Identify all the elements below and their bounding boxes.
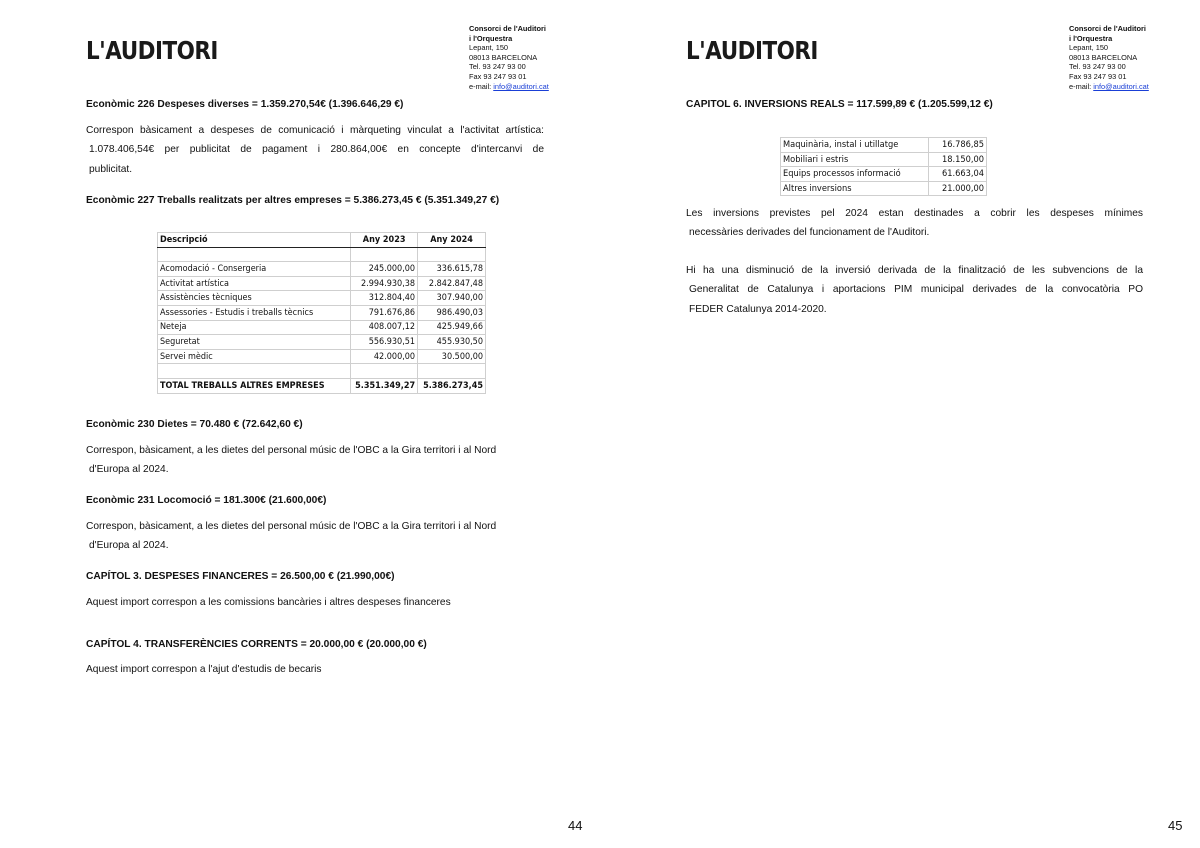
email-line xyxy=(469,82,549,92)
cell-description: Acomodació - Consergeria xyxy=(158,262,351,277)
phone: Tel. 93 247 93 00 xyxy=(1069,62,1126,72)
text-line: FEDER Catalunya 2014-2020. xyxy=(689,303,827,315)
cell-2024: 455.930,50 xyxy=(418,335,486,350)
cell-2024: 336.615,78 xyxy=(418,262,486,277)
org-name-line1: Consorci de l'Auditori xyxy=(1069,24,1146,33)
investments-table xyxy=(780,137,987,196)
email-link[interactable]: info@auditori.cat xyxy=(1093,81,1149,91)
text-line: publicitat. xyxy=(89,163,133,175)
page-45 xyxy=(600,0,1200,848)
cell-description: Altres inversions xyxy=(781,181,929,196)
page-number: 44 xyxy=(568,818,583,833)
fax: Fax 93 247 93 01 xyxy=(1069,71,1127,81)
section-230-heading: Econòmic 230 Dietes = 70.480 € (72.642,60 €) xyxy=(86,419,303,430)
street: Lepant, 150 xyxy=(1069,43,1109,53)
text-line: Correspon bàsicament a despeses de comunicació i màrqueting vinculat a l'activitat artística: xyxy=(86,125,544,136)
table-row xyxy=(158,335,486,350)
address-block xyxy=(1069,24,1149,91)
cell-description: Seguretat xyxy=(158,335,351,350)
cell-amount: 16.786,85 xyxy=(929,138,987,153)
cell-2023: 791.676,86 xyxy=(351,305,418,320)
investments-paragraph-1 xyxy=(686,204,1143,243)
table-row xyxy=(158,291,486,306)
cell-2024: 307.940,00 xyxy=(418,291,486,306)
cell-description: Mobiliari i estris xyxy=(781,152,929,167)
chapter-4-heading: CAPÍTOL 4. TRANSFERÈNCIES CORRENTS = 20.000,00 € (20.000,00 €) xyxy=(86,639,427,650)
section-231-heading: Econòmic 231 Locomoció = 181.300€ (21.600,00€) xyxy=(86,495,327,506)
org-name-line2: i l'Orquestra xyxy=(1069,33,1113,43)
org-name-line2: i l'Orquestra xyxy=(469,33,513,43)
street: Lepant, 150 xyxy=(469,43,509,53)
cell-2023: 245.000,00 xyxy=(351,262,418,277)
table-227 xyxy=(157,232,486,394)
org-name-line1: Consorci de l'Auditori xyxy=(469,24,546,33)
text-line: Les inversions previstes pel 2024 estan destinades a cobrir les despeses mínimes xyxy=(686,208,1143,219)
cell-description: Assistències tècniques xyxy=(158,291,351,306)
email-line xyxy=(1069,82,1149,92)
text-line: Generalitat de Catalunya i aportacions PIM municipal derivades de la convocatòria PO xyxy=(689,284,1143,296)
table-header-row xyxy=(158,233,486,248)
table-row xyxy=(158,349,486,364)
phone: Tel. 93 247 93 00 xyxy=(469,62,526,72)
cell-2024: 425.949,66 xyxy=(418,320,486,335)
chapter-4-text: Aquest import correspon a l'ajut d'estudis de becaris xyxy=(86,664,322,675)
cell-2023: 42.000,00 xyxy=(351,349,418,364)
table-row xyxy=(158,262,486,277)
chapter-6-heading: CAPITOL 6. INVERSIONS REALS = 117.599,89 € (1.205.599,12 €) xyxy=(686,99,993,110)
table-row xyxy=(781,152,987,167)
cell-2024: 30.500,00 xyxy=(418,349,486,364)
cell-description: Neteja xyxy=(158,320,351,335)
table-row xyxy=(158,320,486,335)
address-block xyxy=(469,24,549,91)
email-label: e-mail: xyxy=(469,81,494,91)
investments-paragraph-2 xyxy=(686,261,1143,319)
table-spacer-row xyxy=(158,247,486,262)
city: 08013 BARCELONA xyxy=(469,52,538,62)
chapter-3-heading: CAPÍTOL 3. DESPESES FINANCERES = 26.500,00 € (21.990,00€) xyxy=(86,571,395,582)
section-226-text xyxy=(86,121,544,179)
cell-description: Equips processos informació xyxy=(781,167,929,182)
cell-amount: 18.150,00 xyxy=(929,152,987,167)
col-header-2024: Any 2024 xyxy=(418,233,486,248)
table-row xyxy=(158,305,486,320)
table-row xyxy=(158,276,486,291)
section-227-heading: Econòmic 227 Treballs realitzats per altres empreses = 5.386.273,45 € (5.351.349,27 €) xyxy=(86,195,500,206)
table-row xyxy=(781,167,987,182)
auditori-logo: L'AUDITORI xyxy=(686,36,818,65)
text-line: necessàries derivades del funcionament de l'Auditori. xyxy=(689,227,930,239)
cell-total-label: TOTAL TREBALLS ALTRES EMPRESES xyxy=(158,378,351,393)
email-link[interactable]: info@auditori.cat xyxy=(493,81,549,91)
table-spacer-row xyxy=(158,364,486,379)
cell-2023: 408.007,12 xyxy=(351,320,418,335)
cell-2023: 556.930,51 xyxy=(351,335,418,350)
table-row xyxy=(781,138,987,153)
section-230-text xyxy=(86,441,556,480)
cell-description: Activitat artística xyxy=(158,276,351,291)
table-row xyxy=(781,181,987,196)
text-line: Correspon, bàsicament, a les dietes del personal músic de l'OBC a la Gira territori i al Nord xyxy=(86,521,497,532)
cell-2023: 312.804,40 xyxy=(351,291,418,306)
cell-amount: 61.663,04 xyxy=(929,167,987,182)
text-line: Correspon, bàsicament, a les dietes del personal músic de l'OBC a la Gira territori i al Nord xyxy=(86,445,497,456)
cell-amount: 21.000,00 xyxy=(929,181,987,196)
col-header-2023: Any 2023 xyxy=(351,233,418,248)
chapter-3-text: Aquest import correspon a les comissions bancàries i altres despeses financeres xyxy=(86,597,451,608)
city: 08013 BARCELONA xyxy=(1069,52,1138,62)
cell-total-2024: 5.386.273,45 xyxy=(418,378,486,393)
text-line: d'Europa al 2024. xyxy=(89,464,169,476)
cell-2024: 2.842.847,48 xyxy=(418,276,486,291)
cell-total-2023: 5.351.349,27 xyxy=(351,378,418,393)
section-226-heading: Econòmic 226 Despeses diverses = 1.359.270,54€ (1.396.646,29 €) xyxy=(86,99,404,110)
section-231-text xyxy=(86,517,556,556)
auditori-logo: L'AUDITORI xyxy=(86,36,218,65)
email-label: e-mail: xyxy=(1069,81,1094,91)
cell-2024: 986.490,03 xyxy=(418,305,486,320)
cell-description: Assessories - Estudis i treballs tècnics xyxy=(158,305,351,320)
cell-2023: 2.994.930,38 xyxy=(351,276,418,291)
col-header-description: Descripció xyxy=(158,233,351,248)
fax: Fax 93 247 93 01 xyxy=(469,71,527,81)
text-line: Hi ha una disminució de la inversió derivada de la finalització de les subvencions de la xyxy=(686,265,1143,276)
text-line: 1.078.406,54€ per publicitat de pagament i 280.864,00€ en concepte d'intercanvi de xyxy=(89,144,544,156)
text-line: d'Europa al 2024. xyxy=(89,540,169,552)
page-number: 45 xyxy=(1168,818,1183,833)
table-total-row xyxy=(158,378,486,393)
cell-description: Maquinària, instal i utillatge xyxy=(781,138,929,153)
cell-description: Servei mèdic xyxy=(158,349,351,364)
